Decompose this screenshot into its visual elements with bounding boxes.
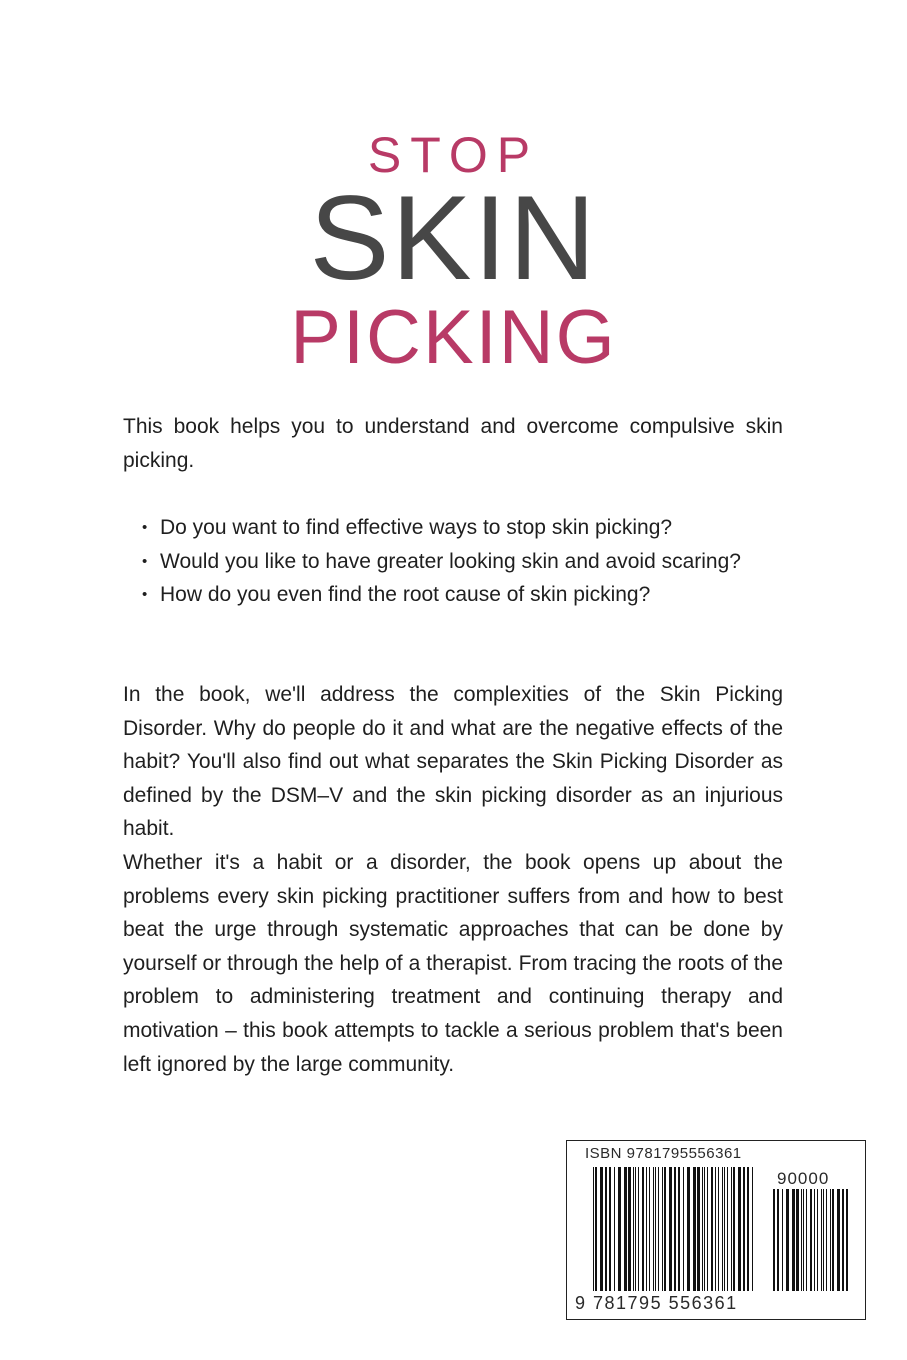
barcode-bar [595, 1167, 597, 1291]
barcode-bar [733, 1167, 735, 1291]
barcode-bar [638, 1167, 639, 1291]
barcode-bar [801, 1189, 802, 1291]
title-skin: SKIN [309, 171, 598, 305]
barcode-bar [777, 1189, 779, 1291]
barcode-bar [635, 1167, 636, 1291]
barcode-bar [704, 1167, 705, 1291]
description-paragraph-1: In the book, we'll address the complexities of the Skin Picking Disorder. Why do people do it and what are the negative effects of the habit? You'll also find out what separates the Skin Picking Disorder as defined by the DSM–V and the skin picking disorder as an injurious habit. [123, 683, 783, 841]
barcode-bar [618, 1167, 621, 1291]
barcode-bar [743, 1167, 745, 1291]
barcode-bar [678, 1167, 680, 1291]
barcode-bar [846, 1189, 848, 1291]
barcode-bar [633, 1167, 634, 1291]
barcode-bar [826, 1189, 827, 1291]
description-paragraph-2: Whether it's a habit or a disorder, the book opens up about the problems every skin picking practitioner suffers from and how to best beat the urge through systematic approaches that can be done by yourself or through the help of a therapist. From tracing the roots of the problem to administering treatment and continuing therapy and motivation – this book attempts to tackle a serious problem that's been left ignored by the large community. [123, 851, 783, 1076]
barcode-bar [747, 1167, 749, 1291]
barcode-bar [782, 1189, 783, 1291]
barcode-bar [702, 1167, 703, 1291]
barcode-bar [823, 1189, 824, 1291]
barcode-bar [803, 1189, 804, 1291]
barcode-bar [806, 1189, 807, 1291]
barcode-bar [674, 1167, 676, 1291]
barcode-bar [731, 1167, 732, 1291]
barcode-bar [683, 1167, 684, 1291]
barcode-bar [662, 1167, 663, 1291]
barcode-bar [817, 1189, 818, 1291]
list-item: • How do you even find the root cause of skin picking? [140, 578, 760, 612]
barcode-bar [786, 1189, 789, 1291]
barcode-bar [814, 1189, 815, 1291]
barcode-bar [711, 1167, 713, 1291]
barcode-bar [715, 1167, 716, 1291]
barcode-bar [724, 1167, 725, 1291]
list-item: • Do you want to find effective ways to stop skin picking? [140, 511, 760, 545]
barcode-bar [738, 1167, 741, 1291]
isbn-label: ISBN 9781795556361 [585, 1145, 742, 1162]
list-item: • Would you like to have greater looking skin and avoid scaring? [140, 545, 760, 579]
intro-text: This book helps you to understand and overcome compulsive skin picking. [123, 415, 783, 472]
barcode-bar [697, 1167, 700, 1291]
barcode-bar [628, 1167, 631, 1291]
barcode-bar [669, 1167, 672, 1291]
barcode-bar [658, 1167, 659, 1291]
title-stop: STOP [367, 127, 540, 183]
barcode-bar [718, 1167, 719, 1291]
barcode-bar [646, 1167, 647, 1291]
barcode-bar [727, 1167, 728, 1291]
addon-code: 90000 [777, 1169, 830, 1188]
barcode-bar [810, 1189, 812, 1291]
barcode-bar [609, 1167, 611, 1291]
barcode-bar [837, 1189, 840, 1291]
barcode-bar [796, 1189, 799, 1291]
barcode-bar [722, 1167, 723, 1291]
barcode-bar [707, 1167, 708, 1291]
barcode-bar [605, 1167, 607, 1291]
title-picking: PICKING [290, 295, 617, 380]
barcode-bar [821, 1189, 822, 1291]
barcode-bar [614, 1167, 615, 1291]
barcode-bar [600, 1167, 603, 1291]
question-list [140, 511, 760, 612]
barcode-bar [655, 1167, 656, 1291]
barcode-bar [842, 1189, 844, 1291]
barcode-bar [687, 1167, 690, 1291]
barcode-bar [642, 1167, 644, 1291]
barcode-bar [773, 1189, 775, 1291]
barcode-bar [664, 1167, 666, 1291]
barcode-bar [649, 1167, 650, 1291]
barcode-bar [653, 1167, 654, 1291]
barcode-bar [830, 1189, 831, 1291]
barcode-bar [624, 1167, 627, 1291]
barcode-bar [693, 1167, 696, 1291]
barcode-bar [832, 1189, 834, 1291]
barcode-bar [593, 1167, 594, 1291]
isbn-barcode [566, 1140, 866, 1320]
barcode-bar [752, 1167, 753, 1291]
barcode-bar [792, 1189, 795, 1291]
barcode-digits: 9 781795 556361 [575, 1293, 738, 1313]
